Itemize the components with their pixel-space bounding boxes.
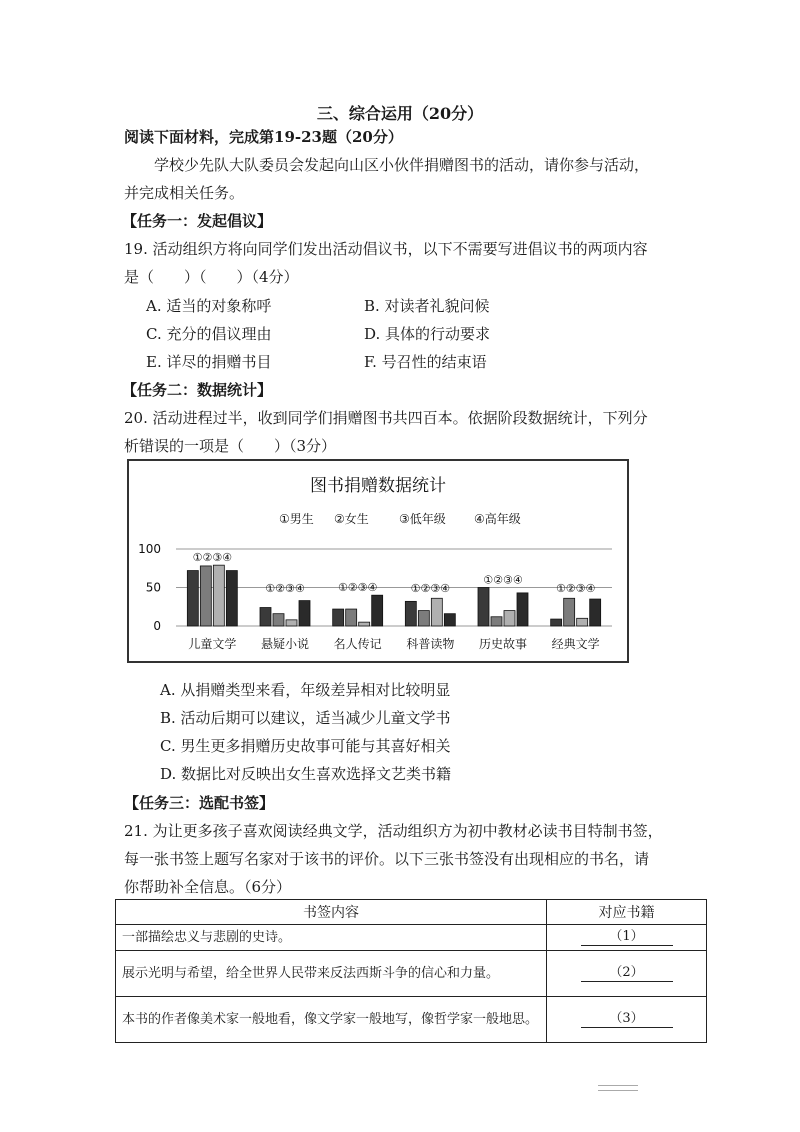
task1-heading: 【任务一：发起倡议】 xyxy=(122,212,273,230)
context-line-2: 并完成相关任务。 xyxy=(124,184,245,202)
intro-line: 阅读下面材料，完成第19-23题（20分） xyxy=(124,128,403,146)
x-tick-label: 名人传记 xyxy=(333,637,382,651)
task2-heading: 【任务二：数据统计】 xyxy=(122,381,273,399)
table-row xyxy=(116,951,707,997)
q20-line-2: 析错误的一项是（ ）（3分） xyxy=(124,437,337,455)
q19-option-e: E. 详尽的捐赠书目 xyxy=(146,353,272,371)
bar-3-0 xyxy=(405,601,416,626)
q19-line-1: 19. 活动组织方将向同学们发出活动倡议书，以下不需要写进倡议书的两项内容 xyxy=(124,240,648,258)
legend-entry: ①男生 xyxy=(279,512,314,526)
bookmark-table xyxy=(115,899,707,1043)
answer-cell xyxy=(547,925,707,951)
bar-4-2 xyxy=(504,611,515,626)
bar-0-0 xyxy=(187,571,198,626)
x-tick-label: 科普读物 xyxy=(406,637,455,651)
table-row xyxy=(116,925,707,951)
q21-line-3: 你帮助补全信息。（6分） xyxy=(124,878,292,896)
answer-cell xyxy=(547,997,707,1043)
bar-0-1 xyxy=(200,566,211,626)
x-tick-label: 悬疑小说 xyxy=(260,637,310,651)
bar-3-3 xyxy=(444,614,455,626)
bar-marker: ①②③④ xyxy=(410,582,451,595)
header-bookmark-content: 书签内容 xyxy=(116,900,547,925)
y-tick-label: 0 xyxy=(153,619,161,633)
section-title: 三、综合运用（20分） xyxy=(316,104,484,123)
y-tick-label: 100 xyxy=(138,542,161,556)
bar-0-3 xyxy=(226,571,237,626)
x-tick-label: 经典文学 xyxy=(551,637,600,651)
q20-option-d: D. 数据比对反映出女生喜欢选择文艺类书籍 xyxy=(160,765,452,783)
chart-title: 图书捐赠数据统计 xyxy=(310,476,446,496)
bar-4-3 xyxy=(517,593,528,626)
q19-option-d: D. 具体的行动要求 xyxy=(364,325,491,343)
x-tick-label: 历史故事 xyxy=(478,637,528,651)
bar-2-2 xyxy=(359,622,370,626)
bar-2-1 xyxy=(346,609,357,626)
bar-marker: ①②③④ xyxy=(483,573,523,587)
answer-cell xyxy=(547,951,707,997)
bar-3-1 xyxy=(418,611,429,626)
bar-5-2 xyxy=(577,618,588,626)
y-tick-label: 50 xyxy=(145,580,161,595)
q19-option-f: F. 号召性的结束语 xyxy=(364,353,487,371)
task3-heading: 【任务三：选配书签】 xyxy=(124,794,275,812)
bar-5-3 xyxy=(590,599,601,626)
bar-3-2 xyxy=(431,598,442,626)
bar-2-3 xyxy=(372,595,383,626)
bookmark-content: 展示光明与希望，给全世界人民带来反法西斯斗争的信心和力量。 xyxy=(116,951,547,997)
bar-1-2 xyxy=(286,620,297,626)
q21-line-2: 每一张书签上题写名家对于该书的评价。以下三张书签没有出现相应的书名，请 xyxy=(124,850,650,868)
legend-entry: ③低年级 xyxy=(399,512,446,526)
q20-line-1: 20. 活动进程过半，收到同学们捐赠图书共四百本。依据阶段数据统计，下列分 xyxy=(124,409,648,427)
q20-option-b: B. 活动后期可以建议，适当减少儿童文学书 xyxy=(160,709,451,727)
chart-svg xyxy=(129,461,627,661)
q20-option-c: C. 男生更多捐赠历史故事可能与其喜好相关 xyxy=(160,737,451,755)
donation-bar-chart xyxy=(127,459,629,663)
legend-entry: ④高年级 xyxy=(474,512,521,526)
bookmark-content: 一部描绘忠义与悲剧的史诗。 xyxy=(116,925,547,951)
bar-marker: ①②③④ xyxy=(555,582,596,595)
legend-entry: ②女生 xyxy=(334,512,369,526)
bookmark-content: 本书的作者像美术家一般地看，像文学家一般地写，像哲学家一般地思。 xyxy=(116,997,547,1043)
bar-marker: ①②③④ xyxy=(337,581,378,595)
q19-line-2: 是（ ）（ ）（4分） xyxy=(124,268,299,286)
bar-5-0 xyxy=(551,619,562,626)
bar-4-1 xyxy=(491,617,502,626)
bar-2-0 xyxy=(333,609,344,626)
header-matching-book: 对应书籍 xyxy=(547,900,707,925)
q19-option-c: C. 充分的倡议理由 xyxy=(146,325,272,343)
q20-option-a: A. 从捐赠类型来看，年级差异相对比较明显 xyxy=(160,681,451,699)
bar-marker: ①②③④ xyxy=(192,551,233,565)
answer-blank[interactable]: （3） xyxy=(581,1011,673,1028)
q21-line-1: 21. 为让更多孩子喜欢阅读经典文学，活动组织方为初中教材必读书目特制书签， xyxy=(124,822,663,840)
page-footer-mark xyxy=(598,1085,638,1091)
bar-1-1 xyxy=(273,614,284,626)
answer-blank[interactable]: （2） xyxy=(581,965,673,982)
x-tick-label: 儿童文学 xyxy=(188,637,237,651)
bar-4-0 xyxy=(478,588,489,627)
bar-1-3 xyxy=(299,601,310,626)
context-line-1: 学校少先队大队委员会发起向山区小伙伴捐赠图书的活动，请你参与活动， xyxy=(154,156,650,174)
bar-1-0 xyxy=(260,608,271,626)
bar-0-2 xyxy=(213,565,224,626)
answer-blank[interactable]: （1） xyxy=(581,929,673,946)
table-row xyxy=(116,997,707,1043)
bar-5-1 xyxy=(564,598,575,626)
q19-option-a: A. 适当的对象称呼 xyxy=(146,297,272,315)
q19-option-b: B. 对读者礼貌问候 xyxy=(364,297,490,315)
bar-marker: ①②③④ xyxy=(265,582,305,595)
table-header-row xyxy=(116,900,707,925)
